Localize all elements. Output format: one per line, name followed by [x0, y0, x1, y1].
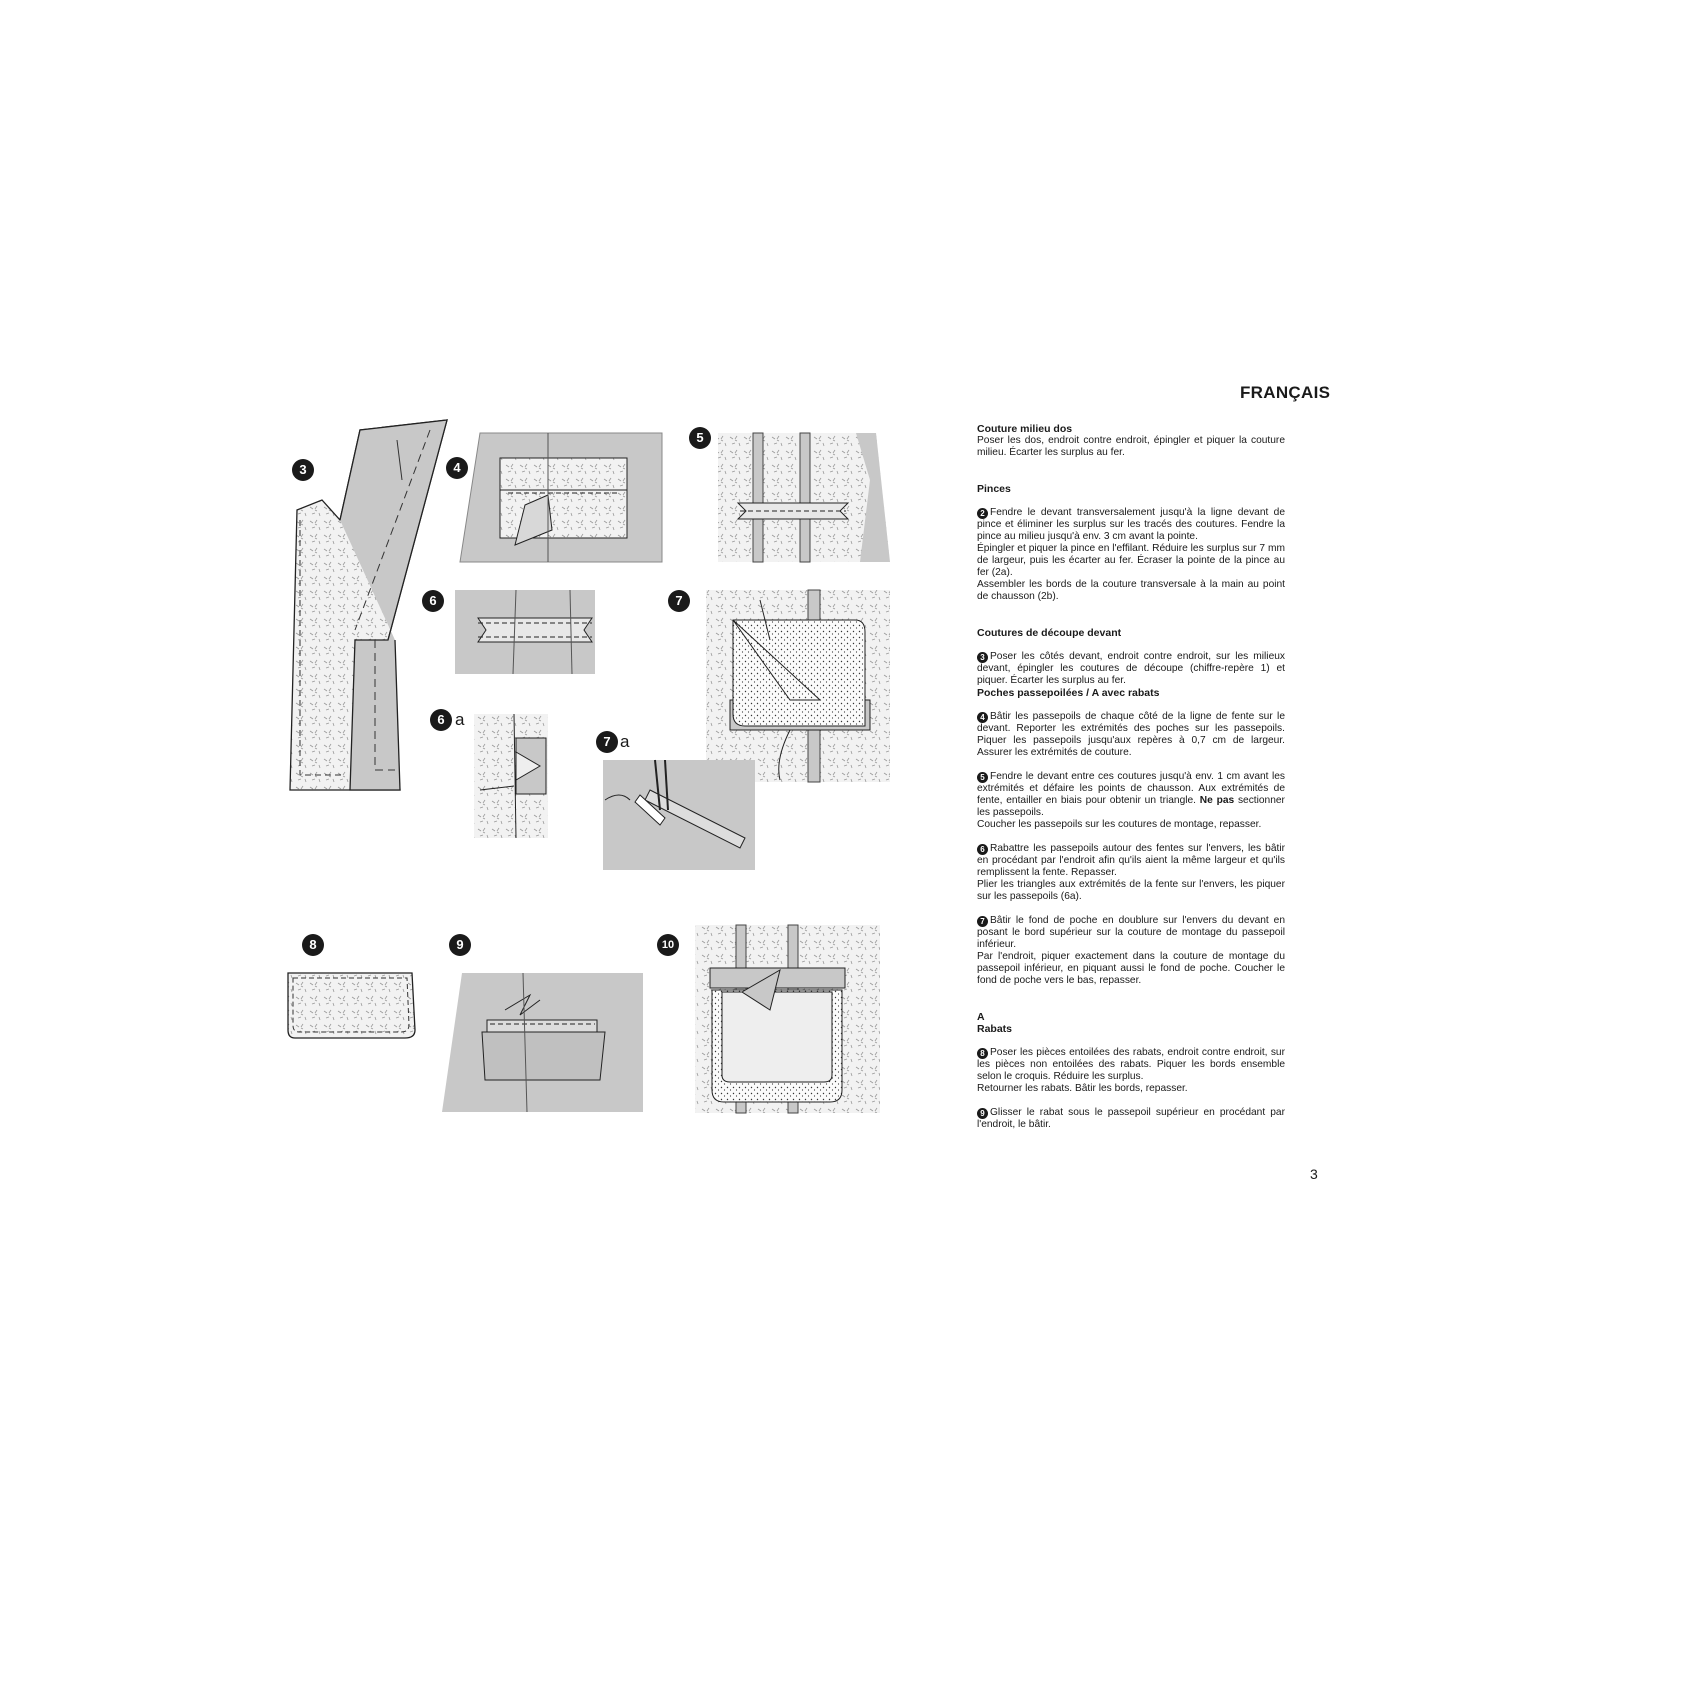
figure-7-badge: 7 [668, 590, 690, 612]
section-text: Poser les dos, endroit contre endroit, épingler et piquer la couture milieu. Écarter les surplus au fer. [977, 435, 1285, 458]
figure-6a-illustration [474, 714, 548, 838]
section-a [977, 1011, 1285, 1023]
step-9-text: 9 Glisser le rabat sous le passepoil supérieur en procédant par l'endroit, le bâtir. [977, 1107, 1285, 1130]
section-title: Coutures de découpe devant [977, 627, 1122, 639]
step-8-text-b: Retourner les rabats. Bâtir les bords, repasser. [977, 1083, 1188, 1094]
figure-4-badge: 4 [446, 457, 468, 479]
section-title: A [977, 1011, 985, 1023]
step-7-text-b: Par l'endroit, piquer exactement dans la couture de montage du passepoil inférieur, en piquant aussi le fond de poche. Coucher le fond de poche vers le bas, repasser. [977, 951, 1285, 986]
figure-5-badge: 5 [689, 427, 711, 449]
step-3-text: 3 Poser les côtés devant, endroit contre endroit, sur les milieux devant, épingler les coutures de découpe (chiffre-repère 1) et piquer. Écarter les surplus au fer. [977, 651, 1285, 686]
section-poches [977, 687, 1285, 987]
step-6-number: 6 [977, 844, 988, 855]
section-title: Pinces [977, 483, 1011, 495]
step-2-text-c: Assembler les bords de la couture transversale à la main au point de chausson (2b). [977, 579, 1285, 602]
figure-5-illustration [718, 433, 890, 562]
step-7-text: 7 Bâtir le fond de poche en doublure sur l'envers du devant en posant le bord supérieur sur la couture de montage du passepoil inférieur. [977, 915, 1285, 950]
step-3-number: 3 [977, 652, 988, 663]
section-rabats [977, 1023, 1285, 1131]
step-5-text-c: Coucher les passepoils sur les coutures de montage, repasser. [977, 819, 1262, 830]
sewing-illustrations [0, 0, 960, 1180]
step-4-text: 4 Bâtir les passepoils de chaque côté de la ligne de fente sur le devant. Reporter les extrémités des poches sur les passepoils. Piquer les passepoils jusqu'aux repères à 0,7 cm de largeur. Assurer les extrémités de couture. [977, 711, 1285, 758]
figure-10-badge: 10 [657, 934, 679, 956]
figure-6a-badge: 6 [430, 709, 452, 731]
step-2-number: 2 [977, 508, 988, 519]
step-8-number: 8 [977, 1048, 988, 1059]
section-title: Rabats [977, 1023, 1013, 1035]
figure-8-illustration [288, 973, 415, 1038]
section-coutures-decoupe [977, 627, 1285, 687]
step-2-text-b: Épingler et piquer la pince en l'effilant. Réduire les surplus sur 7 mm de largeur, puis les écarter au fer. Écraser la pointe de la pince au fer (2a). [977, 543, 1285, 578]
step-2-text: 2 Fendre le devant transversalement jusqu'à la ligne devant de pince et éliminer les surplus sur les tracés des coutures. Fendre la pince au milieu jusqu'à env. 3 cm avant la pointe. [977, 507, 1285, 542]
figure-9-badge: 9 [449, 934, 471, 956]
section-pinces [977, 483, 1285, 603]
step-7-number: 7 [977, 916, 988, 927]
figure-7a-suffix: a [620, 732, 630, 751]
figure-7-illustration [706, 590, 890, 782]
figure-7a-badge: 7 [596, 731, 618, 753]
step-5-emphasis: Ne pas [1199, 795, 1235, 806]
language-heading: FRANÇAIS [1240, 383, 1331, 402]
figure-6-illustration [455, 590, 595, 674]
figure-9-illustration [442, 973, 643, 1112]
section-title: Poches passepoilées / A avec rabats [977, 687, 1160, 699]
section-couture-milieu-dos [977, 423, 1285, 459]
step-8-text: 8 Poser les pièces entoilées des rabats, endroit contre endroit, sur les pièces non entoilées des rabats. Piquer les bords ensemble selon le croquis. Réduire les surplus. [977, 1047, 1285, 1082]
figure-4-illustration [460, 433, 662, 562]
step-5-number: 5 [977, 772, 988, 783]
step-4-number: 4 [977, 712, 988, 723]
figure-6a-suffix: a [455, 710, 465, 729]
figure-3-badge: 3 [292, 459, 314, 481]
page-number: 3 [1310, 1166, 1318, 1182]
section-title: Couture milieu dos [977, 423, 1073, 435]
step-6-text: 6 Rabattre les passepoils autour des fentes sur l'envers, les bâtir en procédant par l'endroit afin qu'ils aient la même largeur et qu'ils remplissent la fente. Repasser. [977, 843, 1285, 878]
figure-7a-illustration [603, 760, 755, 870]
instructions-column [977, 423, 1285, 1131]
figure-6-badge: 6 [422, 590, 444, 612]
step-5-text: 5 Fendre le devant entre ces coutures jusqu'à env. 1 cm avant les extrémités et défaire les points de chausson. Aux extrémités de fente, entailler en biais pour obtenir un triangle. Ne pas sectionner les passepoils. [977, 771, 1285, 818]
figure-8-badge: 8 [302, 934, 324, 956]
step-9-number: 9 [977, 1108, 988, 1119]
step-6-text-b: Plier les triangles aux extrémités de la fente sur l'envers, les piquer sur les passepoils (6a). [977, 879, 1285, 902]
figure-10-illustration [695, 925, 880, 1113]
